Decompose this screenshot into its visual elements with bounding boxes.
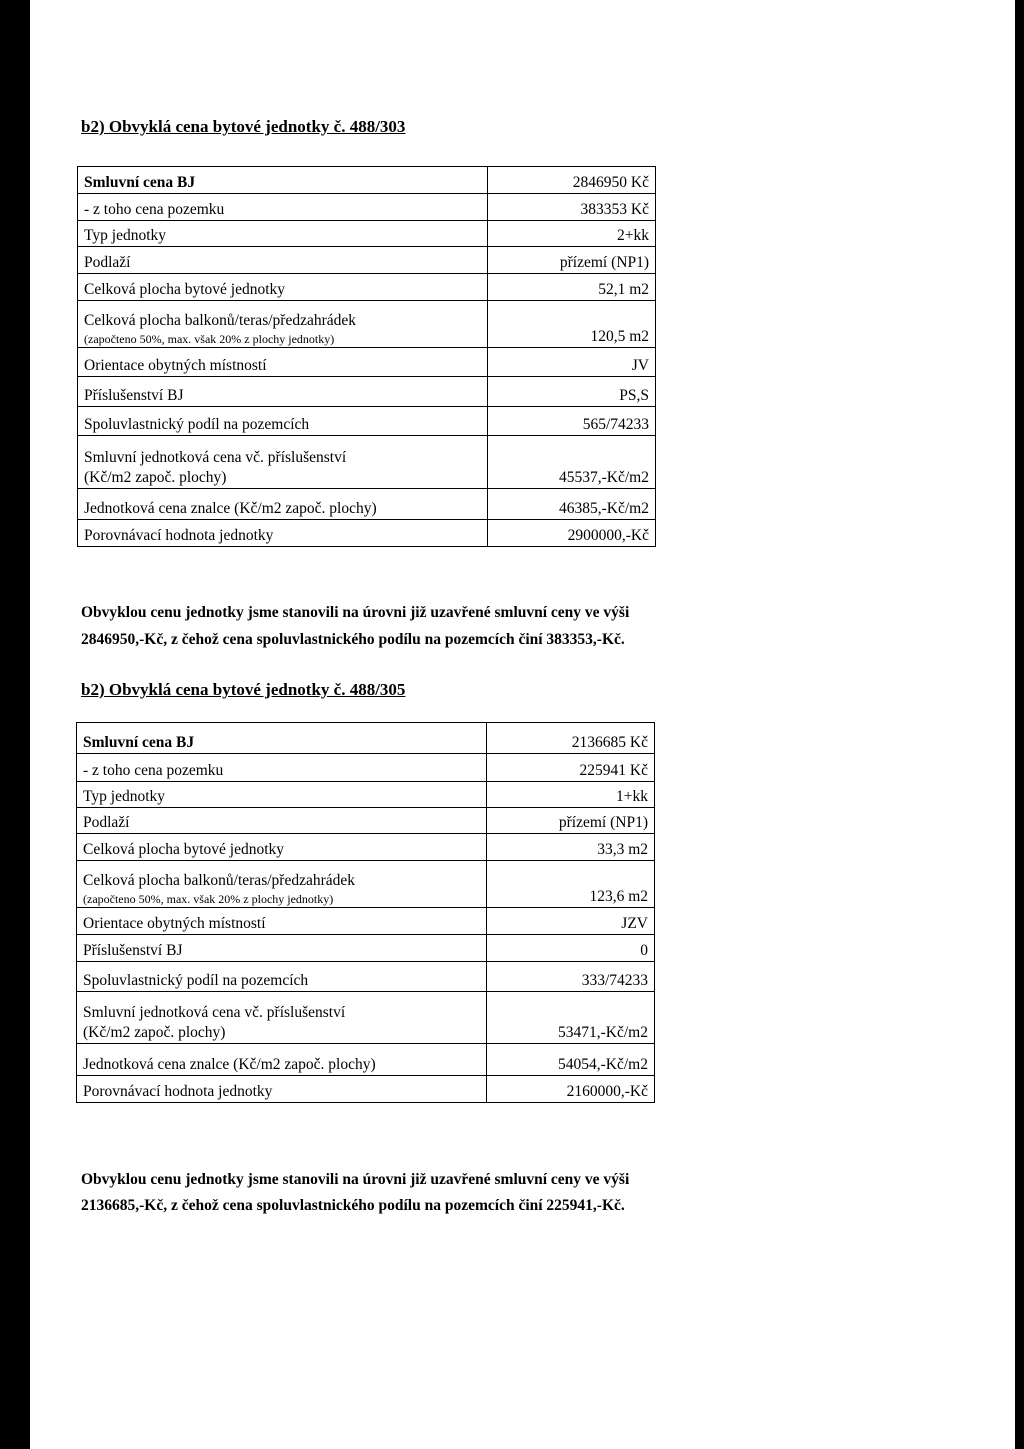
row-label: [77, 992, 487, 1044]
row-label-main: Celková plocha balkonů/teras/předzahrádek: [83, 872, 355, 889]
row-value: 1+kk: [487, 782, 655, 808]
summary-line-1: Obvyklou cenu jednotky jsme stanovili na úrovni již uzavřené smluvní ceny ve výši: [81, 1171, 630, 1188]
summary-line-2: 2136685,-Kč, z čehož cena spoluvlastnického podílu na pozemcích činí 225941,-Kč.: [81, 1197, 625, 1214]
row-label-line2: (Kč/m2 započ. plochy): [83, 1024, 226, 1041]
row-label: - z toho cena pozemku: [77, 754, 487, 782]
row-value: 225941 Kč: [487, 754, 655, 782]
row-value: přízemí (NP1): [487, 808, 655, 834]
row-label: [78, 301, 488, 348]
table-row: [77, 1044, 655, 1076]
row-label: Orientace obytných místností: [78, 348, 488, 377]
unit-spec-table: [76, 722, 655, 1103]
table-row: [78, 489, 656, 520]
table-row: [78, 274, 656, 301]
table-row: [77, 808, 655, 834]
table-row: [77, 962, 655, 992]
row-label: Příslušenství BJ: [77, 935, 487, 962]
unit-spec-table: [77, 166, 656, 547]
table-row: [78, 407, 656, 436]
row-label-main: Celková plocha balkonů/teras/předzahrádek: [84, 312, 356, 329]
row-value: 52,1 m2: [488, 274, 656, 301]
summary-line-1: Obvyklou cenu jednotky jsme stanovili na úrovni již uzavřené smluvní ceny ve výši: [81, 604, 630, 621]
row-label: [77, 861, 487, 908]
table-row: [78, 247, 656, 274]
row-label-note: (započteno 50%, max. však 20% z plochy jednotky): [83, 892, 334, 906]
row-label: Smluvní cena BJ: [77, 723, 487, 754]
document-page: [30, 0, 1015, 1449]
table-row: [78, 301, 656, 348]
table-row: [77, 723, 655, 754]
table-row: [78, 348, 656, 377]
row-label: Porovnávací hodnota jednotky: [78, 520, 488, 547]
row-label: Porovnávací hodnota jednotky: [77, 1076, 487, 1103]
row-value: 333/74233: [487, 962, 655, 992]
row-value: JZV: [487, 908, 655, 935]
table-row: [78, 194, 656, 221]
row-label: [78, 436, 488, 489]
row-label: - z toho cena pozemku: [78, 194, 488, 221]
row-label: Příslušenství BJ: [78, 377, 488, 407]
row-label-line2: (Kč/m2 započ. plochy): [84, 469, 227, 486]
row-value: přízemí (NP1): [488, 247, 656, 274]
row-value: PS,S: [488, 377, 656, 407]
table-row: [77, 992, 655, 1044]
row-label-main: Smluvní jednotková cena vč. příslušenství: [84, 449, 347, 466]
table-row: [78, 436, 656, 489]
table-row: [78, 221, 656, 247]
row-value: 33,3 m2: [487, 834, 655, 861]
row-value: JV: [488, 348, 656, 377]
row-label: Orientace obytných místností: [77, 908, 487, 935]
row-label: Typ jednotky: [78, 221, 488, 247]
table-row: [77, 861, 655, 908]
row-value: 565/74233: [488, 407, 656, 436]
table-row: [78, 520, 656, 547]
row-label: Jednotková cena znalce (Kč/m2 započ. plochy): [77, 1044, 487, 1076]
row-value: 53471,-Kč/m2: [487, 992, 655, 1044]
row-label: Smluvní cena BJ: [78, 167, 488, 194]
row-value: 45537,-Kč/m2: [488, 436, 656, 489]
row-label-main: Smluvní jednotková cena vč. příslušenství: [83, 1004, 346, 1021]
row-value: 2136685 Kč: [487, 723, 655, 754]
row-label: Jednotková cena znalce (Kč/m2 započ. plochy): [78, 489, 488, 520]
row-label: Celková plocha bytové jednotky: [77, 834, 487, 861]
row-value: 2900000,-Kč: [488, 520, 656, 547]
table-row: [78, 167, 656, 194]
row-label-note: (započteno 50%, max. však 20% z plochy jednotky): [84, 332, 335, 346]
row-value: 0: [487, 935, 655, 962]
row-label: Spoluvlastnický podíl na pozemcích: [77, 962, 487, 992]
row-value: 2+kk: [488, 221, 656, 247]
row-value: 120,5 m2: [488, 301, 656, 348]
section-heading: b2) Obvyklá cena bytové jednotky č. 488/303: [81, 117, 406, 136]
row-value: 2846950 Kč: [488, 167, 656, 194]
table-row: [77, 1076, 655, 1103]
section-heading: b2) Obvyklá cena bytové jednotky č. 488/305: [81, 680, 406, 699]
row-value: 2160000,-Kč: [487, 1076, 655, 1103]
row-label: Spoluvlastnický podíl na pozemcích: [78, 407, 488, 436]
row-label: Celková plocha bytové jednotky: [78, 274, 488, 301]
row-label: Podlaží: [78, 247, 488, 274]
row-label: Typ jednotky: [77, 782, 487, 808]
row-value: 46385,-Kč/m2: [488, 489, 656, 520]
row-value: 123,6 m2: [487, 861, 655, 908]
table-row: [78, 377, 656, 407]
row-label: Podlaží: [77, 808, 487, 834]
row-value: 54054,-Kč/m2: [487, 1044, 655, 1076]
table-row: [77, 782, 655, 808]
table-row: [77, 834, 655, 861]
table-row: [77, 935, 655, 962]
row-value: 383353 Kč: [488, 194, 656, 221]
table-row: [77, 754, 655, 782]
summary-line-2: 2846950,-Kč, z čehož cena spoluvlastnického podílu na pozemcích činí 383353,-Kč.: [81, 631, 625, 648]
table-row: [77, 908, 655, 935]
